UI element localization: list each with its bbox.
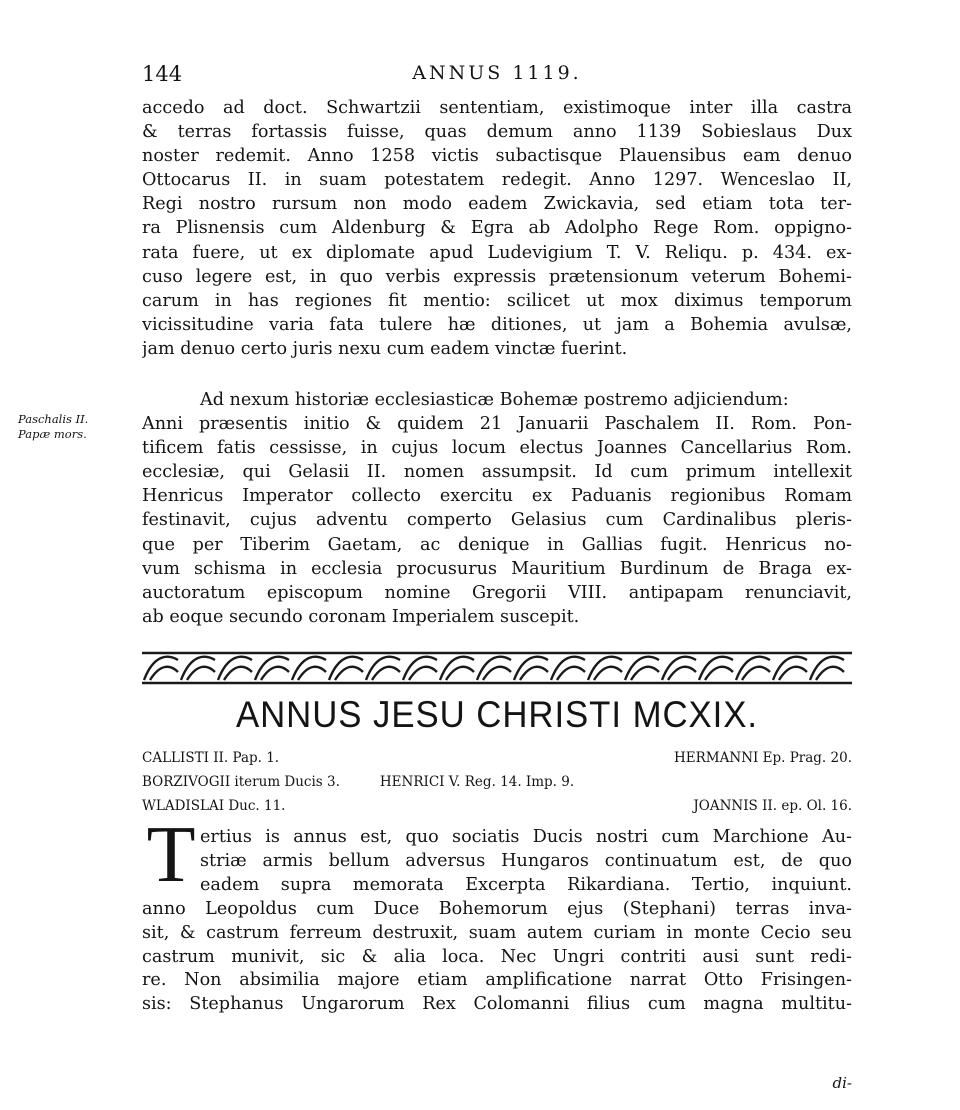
ornament-scroll bbox=[514, 657, 548, 680]
ornament-scroll bbox=[366, 657, 400, 680]
text-line: rata fuere, ut ex diplomate apud Ludevigium T. V. Reliqu. p. 434. ex- bbox=[142, 242, 852, 263]
paragraph-castra bbox=[142, 96, 852, 361]
text-line: noster redemit. Anno 1258 victis subactisque Plauensibus eam denuo bbox=[142, 146, 852, 167]
text-line: auctoratum episcopum nomine Gregorii VIII. antipapam renunciavit, bbox=[142, 582, 852, 603]
ornament-scroll bbox=[625, 657, 659, 680]
text-line: ra Plisnensis cum Aldenburg & Egra ab Adolpho Rege Rom. oppigno- bbox=[142, 218, 852, 239]
text-line: castrum munivit, sic & alia loca. Nec Ungri contriti ausi sunt redi- bbox=[142, 946, 852, 967]
marginal-note-line: Papæ mors. bbox=[18, 427, 87, 441]
ornament-scroll bbox=[144, 657, 178, 680]
ornament-scroll bbox=[662, 657, 696, 680]
regnal-row bbox=[142, 746, 852, 770]
running-head: ANNUS 1119. bbox=[412, 62, 582, 84]
text-line: jam denuo certo juris nexu cum eadem vinctæ fuerint. bbox=[142, 338, 628, 359]
regnal-entry: JOANNIS II. ep. Ol. 16. bbox=[693, 798, 852, 814]
text-line: Regi nostro rursum non modo eadem Zwickavia, sed etiam tota ter- bbox=[142, 194, 852, 215]
ornament-scroll bbox=[773, 657, 807, 680]
ornament-scroll bbox=[477, 657, 511, 680]
marginal-note-line: Paschalis II. bbox=[18, 412, 89, 426]
catchword: di- bbox=[832, 1074, 852, 1092]
text-line: eadem supra memorata Excerpta Rikardiana. Tertio, inquiunt. bbox=[200, 874, 852, 895]
text-line: sis: Stephanus Ungarorum Rex Colomanni filius cum magna multitu- bbox=[142, 994, 852, 1015]
ornament-scroll bbox=[403, 657, 437, 680]
drop-cap: T bbox=[146, 811, 196, 899]
regnal-entry: CALLISTI II. Pap. 1. bbox=[142, 750, 280, 766]
text-line: festinavit, cujus adventu comperto Gelasius cum Cardinalibus pleris- bbox=[142, 510, 852, 531]
ornament-scroll bbox=[181, 657, 215, 680]
page-header bbox=[142, 62, 852, 94]
text-line: ab eoque secundo coronam Imperialem suscepit. bbox=[142, 606, 580, 627]
text-line: carum in has regiones fit mentio: scilicet ut mox diximus temporum bbox=[142, 290, 852, 311]
page-number: 144 bbox=[142, 62, 183, 86]
ornament-scroll bbox=[440, 657, 474, 680]
regnal-entry: BORZIVOGII iterum Ducis 3. bbox=[142, 774, 340, 790]
text-line: Ad nexum historiæ ecclesiasticæ Bohemæ postremo adjiciendum: bbox=[200, 390, 789, 410]
text-line: sit, & castrum ferreum destruxit, suam autem curiam in monte Cecio seu bbox=[142, 922, 852, 943]
regnal-entry: WLADISLAI Duc. 11. bbox=[142, 798, 286, 814]
ornament-scroll bbox=[292, 657, 326, 680]
text-line: cuso legere est, in quo verbis expressis prætensionum veterum Bohemi- bbox=[142, 266, 852, 287]
ornament-scroll bbox=[699, 657, 733, 680]
ornament-scroll bbox=[736, 657, 770, 680]
text-line: striæ armis bellum adversus Hungaros continuatum est, de quo bbox=[200, 850, 852, 871]
text-line: Henricus Imperator collecto exercitu ex Paduanis regionibus Romam bbox=[142, 486, 852, 507]
text-line: ertius is annus est, quo sociatis Ducis nostri cum Marchione Au- bbox=[200, 827, 852, 847]
ornamental-border bbox=[142, 650, 852, 686]
ornament-scroll bbox=[588, 657, 622, 680]
ornament-scroll bbox=[329, 657, 363, 680]
regnal-row bbox=[142, 794, 852, 818]
text-line: tificem fatis cessisse, in cujus locum electus Joannes Cancellarius Rom. bbox=[142, 438, 852, 459]
regnal-entry: HERMANNI Ep. Prag. 20. bbox=[674, 750, 852, 766]
regnal-entry: HENRICI V. Reg. 14. Imp. 9. bbox=[379, 774, 575, 790]
text-line: re. Non absimilia majore etiam amplificatione narrat Otto Frisingen- bbox=[142, 970, 852, 991]
regnal-years bbox=[142, 746, 852, 818]
ornament-scroll bbox=[551, 657, 585, 680]
regnal-row bbox=[142, 770, 852, 794]
ornament-scroll bbox=[218, 657, 252, 680]
text-line: accedo ad doct. Schwartzii sententiam, existimoque inter illa castra bbox=[142, 98, 852, 118]
text-line: Ottocarus II. in suam potestatem redegit. Anno 1297. Wenceslao II, bbox=[142, 170, 852, 191]
year-heading: ANNUS JESU CHRISTI MCXIX. bbox=[235, 694, 759, 735]
text-line: Anni præsentis initio & quidem 21 Januarii Paschalem II. Rom. Pon- bbox=[142, 414, 852, 435]
paragraph-tertius bbox=[142, 898, 852, 1017]
text-line: anno Leopoldus cum Duce Bohemorum ejus (Stephani) terras inva- bbox=[142, 899, 852, 919]
ornament-scroll bbox=[810, 657, 844, 680]
marginal-note bbox=[18, 412, 130, 442]
text-line: que per Tiberim Gaetam, ac denique in Gallias fugit. Henricus no- bbox=[142, 534, 852, 555]
text-line: vum schisma in ecclesia procusurus Mauritium Burdinum de Braga ex- bbox=[142, 558, 852, 579]
text-line: ecclesiæ, qui Gelasii II. nomen assumpsit. Id cum primum intellexit bbox=[142, 462, 852, 483]
text-line: vicissitudine varia fata tulere hæ ditiones, ut jam a Bohemia avulsæ, bbox=[142, 314, 852, 335]
paragraph-ecclesiastical-history bbox=[142, 388, 852, 629]
text-line: & terras fortassis fuisse, quas demum anno 1139 Sobieslaus Dux bbox=[142, 122, 852, 143]
paragraph-tertius-indented bbox=[142, 826, 852, 897]
ornament-scroll bbox=[255, 657, 289, 680]
